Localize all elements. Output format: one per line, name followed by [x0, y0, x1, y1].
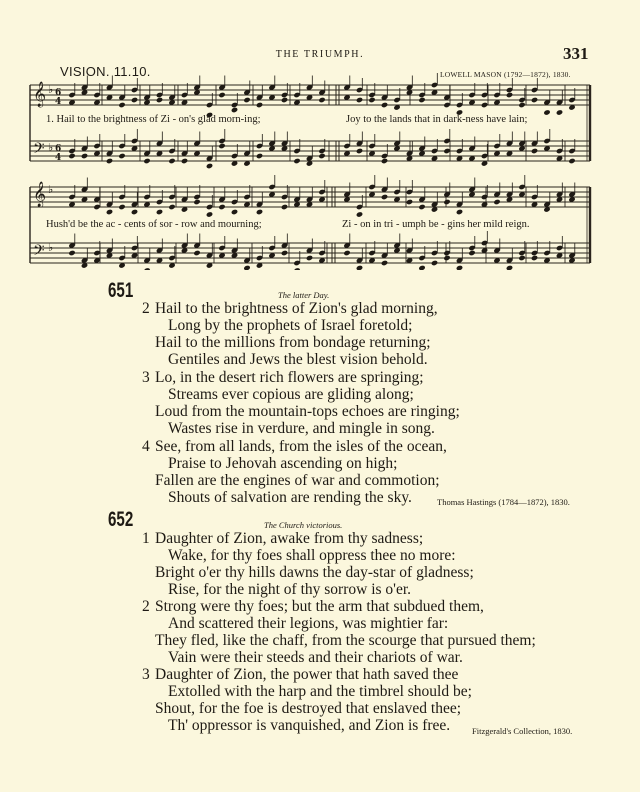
note-head	[418, 97, 425, 103]
note-head	[293, 267, 300, 270]
verse-line: Shouts of salvation are rending the sky.	[168, 489, 412, 506]
bar-lines	[30, 85, 590, 263]
note-head	[243, 97, 250, 103]
lyric-line-2a: Hush'd be the ac - cents of sor - row and mourning;	[46, 219, 262, 230]
verse-line: Lo, in the desert rich flowers are springing;	[155, 369, 424, 386]
verse-line: Extolled with the harp and the timbrel should be;	[168, 683, 472, 700]
author-credit: Fitzgerald's Collection, 1830.	[472, 726, 573, 736]
flat-icon: ♭	[48, 183, 54, 196]
verse-line: Praise to Jehovah ascending on high;	[168, 455, 398, 472]
note-head	[168, 158, 175, 164]
flat-icon: ♭	[48, 241, 54, 254]
note-head	[543, 109, 550, 115]
verse-line: Loud from the mountain-tops echoes are ringing;	[155, 403, 460, 420]
verse-line: See, from all lands, from the isles of the ocean,	[155, 438, 447, 455]
note-head	[356, 265, 363, 270]
note-head	[143, 158, 150, 164]
verse-line: Wastes rise in verdure, and mingle in song.	[168, 420, 435, 437]
verse-line: Hail to the millions from bondage returning;	[155, 334, 431, 351]
note-head	[431, 260, 438, 266]
verse-line: Th' oppressor is vanquished, and Zion is free.	[168, 717, 451, 734]
stanza-number: 4	[142, 438, 150, 455]
note-head	[568, 158, 575, 164]
note-head	[281, 204, 288, 210]
note-head	[68, 250, 75, 256]
hymn-number: 651	[108, 279, 134, 302]
verse-line: And scattered their legions, was mightier far:	[168, 615, 449, 632]
composer-credit: LOWELL MASON (1792—1872), 1830.	[440, 70, 571, 79]
note-head	[456, 209, 463, 215]
note-head	[281, 250, 288, 256]
note-head	[281, 97, 288, 103]
lyric-line-2b: Zi - on in tri - umph be - gins her mild reign.	[342, 219, 530, 230]
note-head	[206, 211, 213, 217]
author-credit: Thomas Hastings (1784—1872), 1830.	[437, 497, 570, 507]
note-head	[368, 97, 375, 103]
note-head	[518, 255, 525, 261]
svg-text:4: 4	[55, 97, 62, 107]
note-head	[306, 255, 313, 261]
note-head	[218, 92, 225, 98]
note-head	[218, 143, 225, 149]
flat-icon: ♭	[48, 141, 54, 154]
note-head	[356, 148, 363, 154]
note-head	[356, 97, 363, 103]
note-head	[493, 199, 500, 205]
note-head	[256, 102, 263, 108]
verse-line: Daughter of Zion, the power that hath saved thee	[155, 666, 459, 683]
stanza-number: 2	[142, 598, 150, 615]
verse-line: Wake, for thy foes shall oppress thee no more:	[168, 547, 456, 564]
note-head	[193, 199, 200, 205]
verse-line: Streams ever copious are gliding along;	[168, 386, 414, 403]
verse-line: Long by the prophets of Israel foretold;	[168, 317, 413, 334]
time-signatures	[55, 88, 61, 163]
verse-line: Gentiles and Jews the blest vision behold.	[168, 351, 428, 368]
note-head	[293, 158, 300, 164]
lyric-line-1a: 1. Hail to the brightness of Zi - on's glad morn-ing;	[46, 114, 261, 125]
note-head	[456, 265, 463, 270]
note-heads	[68, 73, 575, 270]
note-head	[256, 209, 263, 215]
note-head	[118, 153, 125, 159]
verse-line: Bright o'er thy hills dawns the day-star of gladness;	[155, 564, 474, 581]
note-head	[443, 255, 450, 261]
note-head	[193, 250, 200, 256]
note-head	[131, 209, 138, 215]
staff-lines	[30, 85, 590, 263]
note-head	[156, 97, 163, 103]
note-head	[181, 158, 188, 164]
lyric-line-1b: Joy to the lands that in dark-ness have lain;	[346, 114, 528, 125]
note-head	[231, 107, 238, 113]
tune-name: VISION. 11.10.	[60, 64, 151, 79]
running-title: THE TRIUMPH.	[275, 49, 365, 60]
note-head	[506, 92, 513, 98]
note-head	[243, 265, 250, 270]
note-head	[256, 153, 263, 159]
note-head	[468, 250, 475, 256]
note-head	[218, 204, 225, 210]
note-head	[481, 102, 488, 108]
stanza-number: 3	[142, 666, 150, 683]
note-head	[143, 267, 150, 270]
bass-clef-icon: 𝄢	[33, 242, 45, 263]
flat-icon: ♭	[48, 83, 54, 96]
note-head	[506, 265, 513, 270]
note-head	[531, 148, 538, 154]
note-head	[343, 250, 350, 256]
svg-text:4: 4	[55, 153, 62, 163]
note-head	[156, 209, 163, 215]
note-head	[518, 102, 525, 108]
note-head	[81, 153, 88, 159]
note-head	[381, 260, 388, 266]
note-head	[318, 153, 325, 159]
note-head	[231, 209, 238, 215]
verse-line: Strong were thy foes; but the arm that subdued them,	[155, 598, 484, 615]
hymn-subtitle: The latter Day.	[278, 290, 330, 300]
verse-line: Fallen are the engines of war and commotion;	[155, 472, 440, 489]
note-head	[68, 153, 75, 159]
note-head	[418, 265, 425, 270]
note-head	[106, 209, 113, 215]
note-head	[381, 102, 388, 108]
verse-line: Hail to the brightness of Zion's glad morning,	[155, 300, 438, 317]
note-head	[418, 204, 425, 210]
note-head	[356, 211, 363, 217]
note-head	[106, 158, 113, 164]
note-head	[531, 97, 538, 103]
treble-clef-icon: 𝄞	[33, 82, 47, 107]
treble-clef-icon: 𝄞	[33, 182, 47, 207]
svg-text:6: 6	[55, 144, 62, 154]
verse-line: Daughter of Zion, awake from thy sadness;	[155, 530, 424, 547]
stanza-number: 1	[142, 530, 150, 547]
note-head	[118, 102, 125, 108]
page-number: 331	[563, 44, 589, 63]
note-head	[443, 199, 450, 205]
note-head	[381, 194, 388, 200]
note-head	[131, 97, 138, 103]
svg-text:6: 6	[55, 88, 62, 98]
note-head	[381, 158, 388, 164]
clefs	[33, 81, 53, 263]
note-head	[206, 163, 213, 169]
hymn-number: 652	[108, 508, 134, 531]
hymn-subtitle: The Church victorious.	[264, 520, 343, 530]
note-head	[318, 97, 325, 103]
note-head	[118, 204, 125, 210]
note-head	[168, 204, 175, 210]
verse-line: They fled, like the chaff, from the scourge that pursued them;	[155, 632, 536, 649]
verse-line: Rise, for the night of thy sorrow is o'er.	[168, 581, 412, 598]
stanza-number: 3	[142, 369, 150, 386]
bass-clef-icon: 𝄢	[33, 140, 45, 161]
note-head	[406, 199, 413, 205]
note-head	[556, 109, 563, 115]
note-head	[531, 255, 538, 261]
verse-line: Vain were their steeds and their chariots of war.	[168, 649, 463, 666]
verse-line: Shout, for the foe is destroyed that enslaved thee;	[155, 700, 462, 717]
stanza-number: 2	[142, 300, 150, 317]
